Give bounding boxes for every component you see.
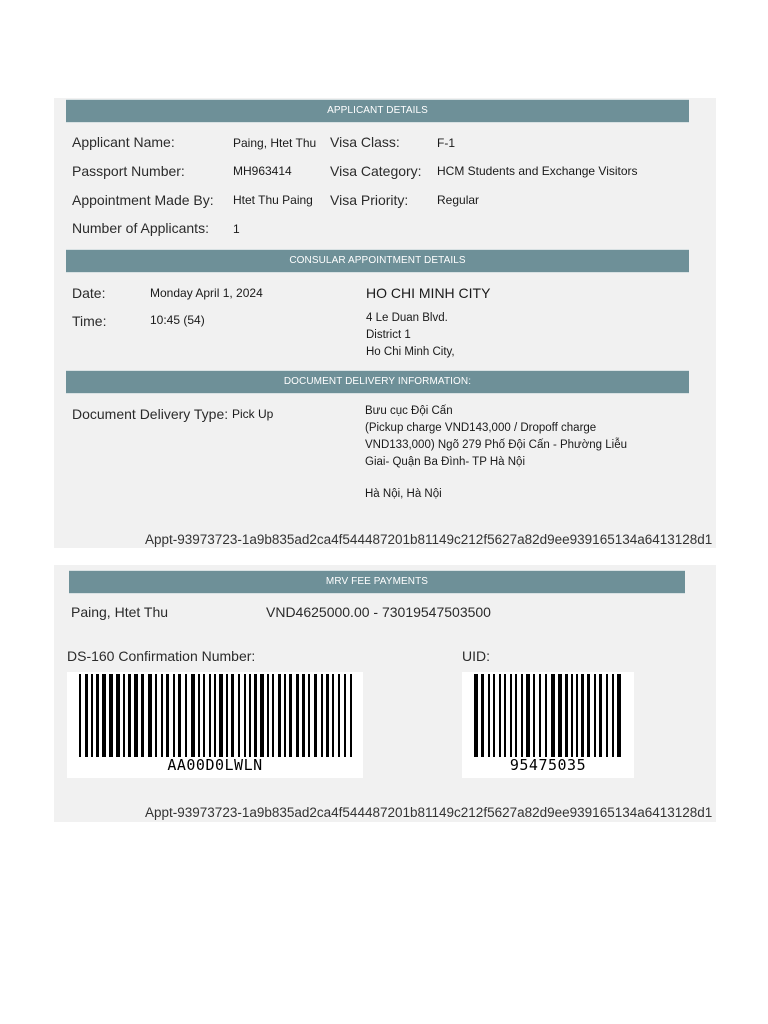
delivery-address-line1: Bưu cục Đội Cấn [365, 405, 453, 417]
barcode-bar [326, 674, 329, 757]
barcode-bar [565, 674, 568, 757]
barcode-bar [231, 674, 234, 757]
barcode-bar [581, 674, 584, 757]
barcode-bar [219, 674, 223, 757]
consulate-city: HO CHI MINH CITY [366, 285, 491, 301]
barcode-bar [308, 674, 310, 757]
barcode-bar [209, 674, 211, 757]
barcode-bar [116, 674, 120, 757]
barcode-bar [576, 674, 578, 757]
payment-amount: VND4625000.00 - 73019547503500 [266, 604, 491, 620]
barcode-bar [214, 674, 216, 757]
barcode-bar [481, 674, 484, 757]
barcode-bar [91, 674, 93, 757]
barcode-bar [302, 674, 305, 757]
barcode-bar [321, 674, 323, 757]
barcode-bar [539, 674, 541, 757]
ds160-barcode-text: AA00D0LWLN [167, 756, 263, 774]
barcode-bar [161, 674, 163, 757]
barcode-bar [504, 674, 506, 757]
delivery-type-label: Document Delivery Type: [72, 406, 229, 422]
barcode-bar [238, 674, 240, 757]
barcode-bar [571, 674, 573, 757]
consulate-address-line1: 4 Le Duan Blvd. [366, 312, 448, 324]
number-of-applicants-value: 1 [233, 222, 240, 236]
visa-class-value: F-1 [437, 136, 455, 150]
passport-number-label: Passport Number: [72, 163, 185, 179]
date-label: Date: [72, 285, 106, 301]
applicant-name-value: Paing, Htet Thu [233, 136, 317, 150]
barcode-bar [617, 674, 621, 757]
barcode-bar [96, 674, 99, 757]
barcode-bar [244, 674, 246, 757]
barcode-bar [79, 674, 81, 757]
barcode-bar [488, 674, 490, 757]
barcode-bar [338, 674, 340, 757]
document-delivery-header: DOCUMENT DELIVERY INFORMATION: [66, 370, 689, 394]
visa-priority-label: Visa Priority: [330, 192, 409, 208]
barcode-bar [178, 674, 181, 757]
barcode-bar [545, 674, 547, 757]
visa-category-value: HCM Students and Exchange Visitors [437, 164, 638, 178]
mrv-fee-header: MRV FEE PAYMENTS [69, 570, 685, 594]
barcode-bar [254, 674, 257, 757]
barcode-bar [272, 674, 274, 757]
barcode-bar [141, 674, 144, 757]
barcode-bar [606, 674, 608, 757]
barcode-bar [499, 674, 501, 757]
uid-barcode [462, 672, 634, 778]
barcode-bar [102, 674, 106, 757]
passport-number-value: MH963414 [233, 164, 292, 178]
barcode-bar [526, 674, 530, 757]
barcode-bar [260, 674, 264, 757]
barcode-bar [278, 674, 281, 757]
barcode-bar [474, 674, 478, 757]
barcode-bar [191, 674, 195, 757]
barcode-bar [185, 674, 187, 757]
delivery-address-line5: Hà Nội, Hà Nội [365, 488, 442, 500]
barcode-bar [198, 674, 200, 757]
barcode-bar [267, 674, 269, 757]
appointment-made-by-value: Htet Thu Paing [233, 193, 313, 207]
barcode-bar [109, 674, 113, 757]
appointment-id-footer: Appt-93973723-1a9b835ad2ca4f544487201b81149c212f5627a82d9ee939165134a6413128d1 [145, 805, 713, 820]
barcode-bar [551, 674, 555, 757]
barcode-bar [587, 674, 590, 757]
barcode-bar [493, 674, 495, 757]
delivery-address-line3: VND133,000) Ngõ 279 Phố Đội Cấn - Phường Liễu [365, 439, 628, 451]
delivery-address-line2: (Pickup charge VND143,000 / Dropoff charge [365, 422, 597, 434]
time-label: Time: [72, 313, 107, 329]
consulate-address-line2: District 1 [366, 329, 411, 341]
barcode-bar [249, 674, 251, 757]
barcode-bar [289, 674, 292, 757]
barcode-bar [134, 674, 138, 757]
barcode-bar [350, 674, 352, 757]
barcode-bar [558, 674, 562, 757]
applicant-name-label: Applicant Name: [72, 134, 175, 150]
barcode-bar [332, 674, 334, 757]
consulate-address-line3: Ho Chi Minh City, [366, 346, 455, 358]
barcode-bar [166, 674, 169, 757]
uid-barcode-text: 95475035 [509, 756, 587, 774]
barcode-bar [203, 674, 205, 757]
visa-class-label: Visa Class: [330, 134, 400, 150]
consular-appointment-header: CONSULAR APPOINTMENT DETAILS [66, 249, 689, 273]
barcode-bar [510, 674, 512, 757]
barcode-bar [128, 674, 131, 757]
barcode-bar [515, 674, 517, 757]
barcode-bar [148, 674, 152, 757]
barcode-bar [155, 674, 157, 757]
barcode-bar [284, 674, 286, 757]
visa-priority-value: Regular [437, 193, 480, 207]
barcode-bar [85, 674, 88, 757]
appointment-id: Appt-93973723-1a9b835ad2ca4f544487201b81149c212f5627a82d9ee939165134a6413128d1 [145, 532, 713, 547]
delivery-type-value: Pick Up [232, 407, 274, 421]
applicant-details-header: APPLICANT DETAILS [66, 99, 689, 123]
ds160-barcode [67, 672, 363, 778]
uid-label: UID: [462, 648, 490, 664]
time-value: 10:45 (54) [150, 313, 205, 327]
barcode-bar [533, 674, 535, 757]
ds160-label: DS-160 Confirmation Number: [67, 648, 256, 664]
barcode-bar [296, 674, 299, 757]
barcode-bar [594, 674, 596, 757]
visa-category-label: Visa Category: [330, 163, 422, 179]
barcode-bar [521, 674, 523, 757]
delivery-address-line4: Giai- Quận Ba Đình- TP Hà Nội [365, 456, 526, 468]
barcode-bar [599, 674, 602, 757]
payment-name: Paing, Htet Thu [71, 604, 169, 620]
number-of-applicants-label: Number of Applicants: [72, 220, 209, 236]
date-value: Monday April 1, 2024 [150, 286, 263, 300]
barcode-bar [123, 674, 125, 757]
barcode-bar [612, 674, 614, 757]
barcode-bar [344, 674, 346, 757]
barcode-bar [314, 674, 317, 757]
appointment-made-by-label: Appointment Made By: [72, 192, 214, 208]
barcode-bar [226, 674, 228, 757]
barcode-bar [173, 674, 175, 757]
